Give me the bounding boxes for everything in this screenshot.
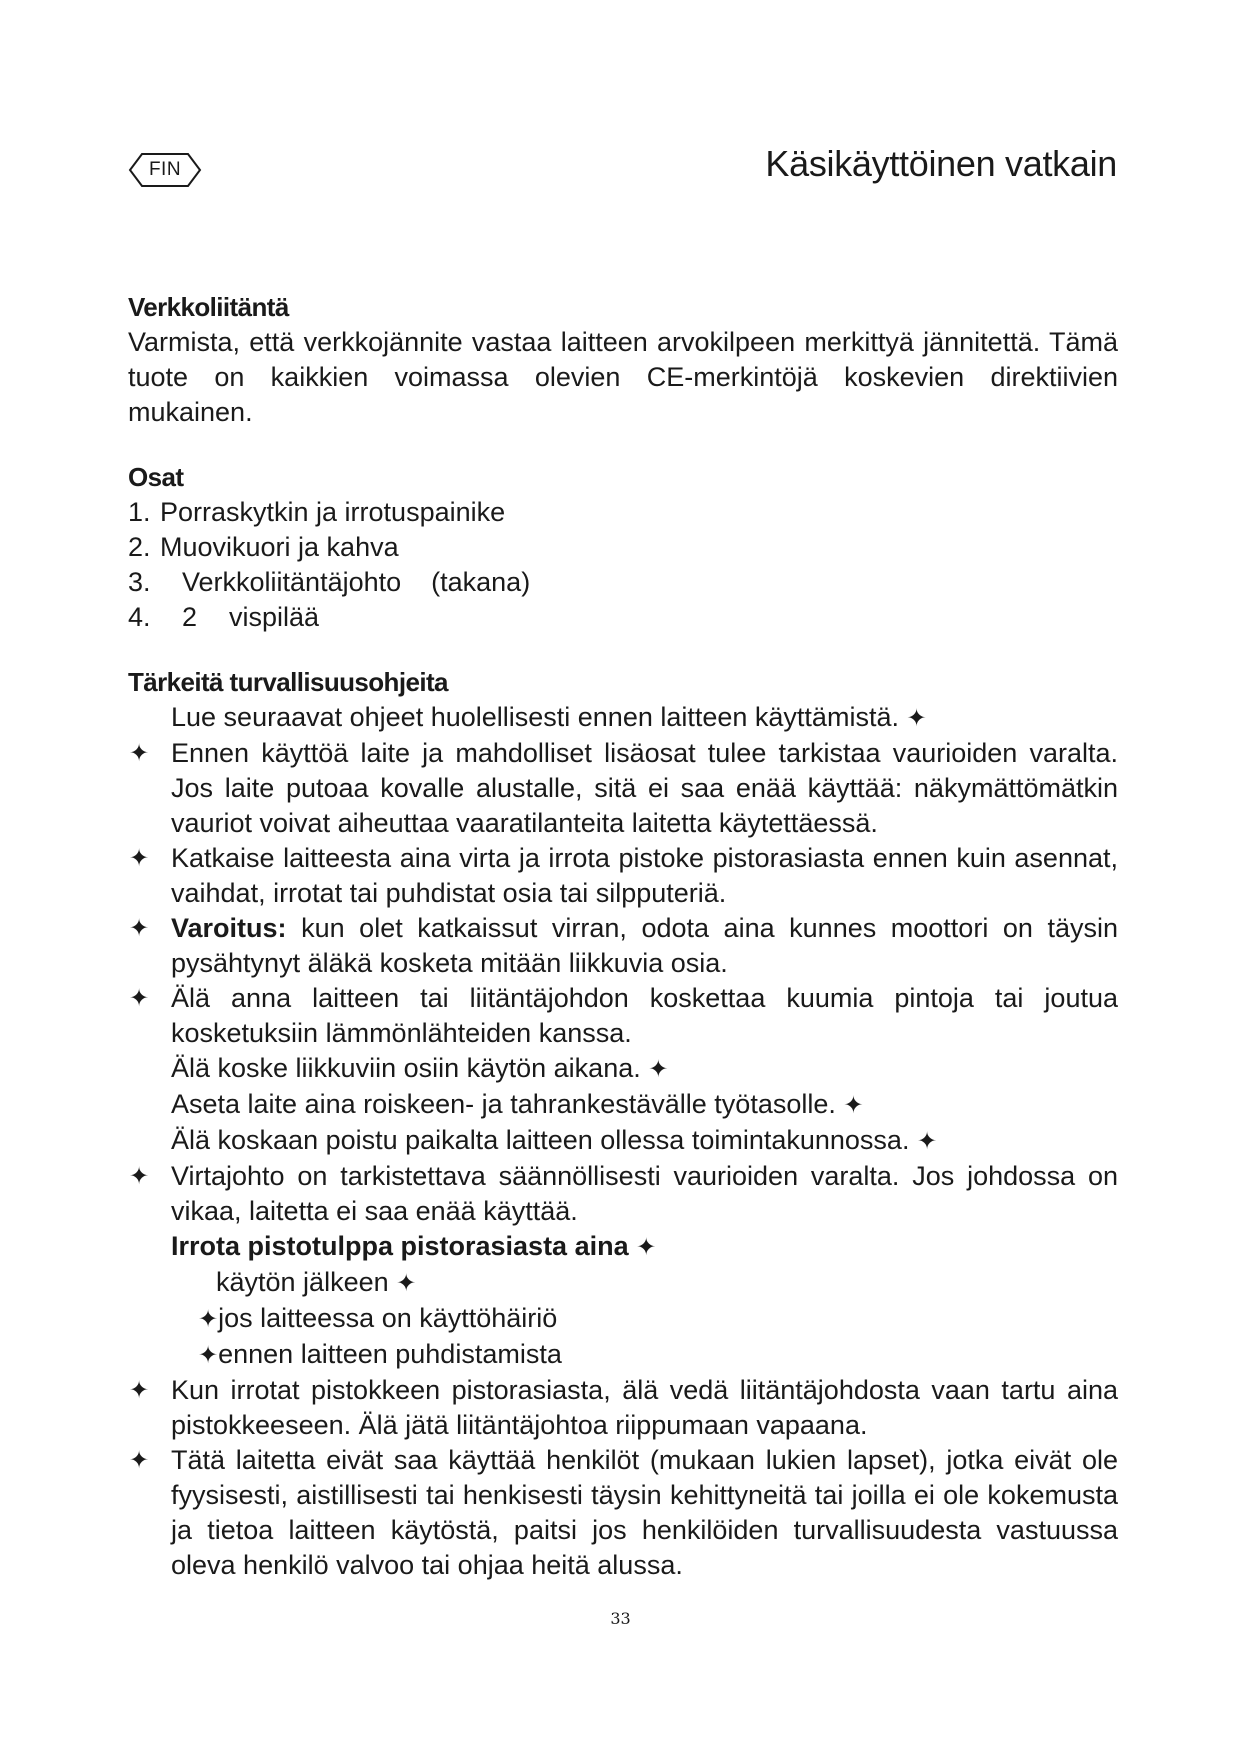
list-item-extra: (takana) [431,567,531,597]
star-bullet-icon: ✦ [128,915,150,942]
list-item-text: Verkkoliitäntäjohto [182,567,402,597]
language-badge [128,152,202,188]
list-item [128,495,1118,530]
page-title: Käsikäyttöinen vatkain [765,143,1117,184]
star-bullet-icon: ✦ [128,985,150,1012]
safety-line-text: Älä koskaan poistu paikalta laitteen ollessa toimintakunnossa. [171,1125,910,1155]
parts-heading: Osat [128,462,184,492]
star-bullet-icon: ✦ [843,1092,864,1119]
safety-intro-text: Lue seuraavat ohjeet huolellisesti ennen laitteen käyttämistä. [171,702,899,732]
star-bullet-icon: ✦ [636,1234,657,1261]
mains-section [128,290,1118,430]
star-bullet-icon: ✦ [396,1270,417,1297]
unplug-item [128,1337,1118,1373]
list-item-text: Ennen käyttöä laite ja mahdolliset lisäosat tulee tarkistaa vaurioiden varalta. Jos laite putoaa kovalle alustalle, sitä ei saa enää käyttää: näkymättömätkin vauriot voivat aiheuttaa vaaratilanteita laitetta käytettäessä. [171,738,1118,838]
list-item-extra: vispilää [229,602,320,632]
unplug-item-text: jos laitteessa on käyttöhäiriö [218,1303,558,1333]
list-item [128,530,1118,565]
unplug-item-text: käytön jälkeen [216,1267,389,1297]
list-item-number: 1. [128,497,151,527]
list-item [128,565,1118,600]
star-bullet-icon: ✦ [128,1447,150,1474]
list-item-number: 4. [128,602,151,632]
star-bullet-icon: ✦ [906,705,927,732]
list-item [128,841,1118,911]
star-bullet-icon: ✦ [198,1342,219,1369]
list-item-number: 2. [128,532,151,562]
unplug-item [128,1265,1118,1301]
star-bullet-icon: ✦ [128,740,150,767]
star-bullet-icon: ✦ [916,1128,938,1155]
list-item-text: Älä anna laitteen tai liitäntäjohdon koskettaa kuumia pintoja tai joutua kosketuksiin lämmönlähteiden kanssa. [171,983,1118,1048]
list-item-text: Tätä laitetta eivät saa käyttää henkilöt (mukaan lukien lapset), jotka eivät ole fyysisesti, aistillisesti tai henkisesti täysin kehittyneitä tai joilla ei ole kokemusta ja tietoa laitteen käytöstä, paitsi jos henkilöiden turvallisuudesta vastuussa oleva henkilö valvoo tai ohjaa heitä alussa. [171,1445,1118,1580]
safety-list [128,1159,1118,1229]
star-bullet-icon: ✦ [198,1306,219,1333]
safety-section [128,665,1118,1583]
list-item [128,911,1118,981]
list-item [128,736,1118,841]
star-bullet-icon: ✦ [128,845,150,872]
safety-list [128,1373,1118,1583]
safety-intro [128,700,1118,736]
list-item [128,1443,1118,1583]
list-item-text: Katkaise laitteesta aina virta ja irrota pistoke pistorasiasta ennen kuin asennat, vaihdat, irrotat tai puhdistat osia tai silpputeriä. [171,843,1118,908]
warning-label: Varoitus: [171,913,287,943]
star-bullet-icon: ✦ [128,1377,150,1404]
list-item [128,1373,1118,1443]
mains-text: Varmista, että verkkojännite vastaa laitteen arvokilpeen merkittyä jännitettä. Tämä tuote on kaikkien voimassa olevien CE-merkintöjä koskevien direktiivien mukainen. [128,327,1118,427]
list-item-text: Porraskytkin ja irrotuspainike [160,497,506,527]
list-item-text: 2 [182,602,198,632]
list-item-text: Muovikuori ja kahva [160,532,399,562]
page-content [128,290,1118,1613]
language-badge-label: FIN [148,159,182,180]
list-item [128,600,1118,635]
safety-line [128,1051,1118,1087]
safety-line [128,1123,1118,1159]
page-number: 33 [610,1609,631,1628]
unplug-item-text: ennen laitteen puhdistamista [218,1339,562,1369]
unplug-item [128,1301,1118,1337]
safety-list [128,736,1118,1051]
list-item-text: Kun irrotat pistokkeen pistorasiasta, älä vedä liitäntäjohdosta vaan tartu aina pistokkeeseen. Älä jätä liitäntäjohtoa riippumaan vapaana. [171,1375,1118,1440]
star-bullet-icon: ✦ [128,1163,150,1190]
safety-line-text: Älä koske liikkuviin osiin käytön aikana. [171,1053,641,1083]
star-bullet-icon: ✦ [648,1056,669,1083]
mains-heading: Verkkoliitäntä [128,292,289,322]
list-item [128,981,1118,1051]
safety-line-text: Aseta laite aina roiskeen- ja tahrankestävälle työtasolle. [171,1089,836,1119]
list-item-text: Virtajohto on tarkistettava säännöllisesti vaurioiden varalta. Jos johdossa on vikaa, laitetta ei saa enää käyttää. [171,1161,1118,1226]
list-item-text: kun olet katkaissut virran, odota aina kunnes moottori on täysin pysähtynyt äläkä kosketa mitään liikkuvia osia. [171,913,1118,978]
parts-section [128,460,1118,635]
safety-heading: Tärkeitä turvallisuusohjeita [128,667,448,697]
safety-line [128,1087,1118,1123]
parts-list [128,495,1118,635]
unplug-heading-text: Irrota pistotulppa pistorasiasta aina [171,1231,629,1261]
list-item [128,1159,1118,1229]
list-item-number: 3. [128,567,151,597]
unplug-heading [128,1229,1118,1265]
